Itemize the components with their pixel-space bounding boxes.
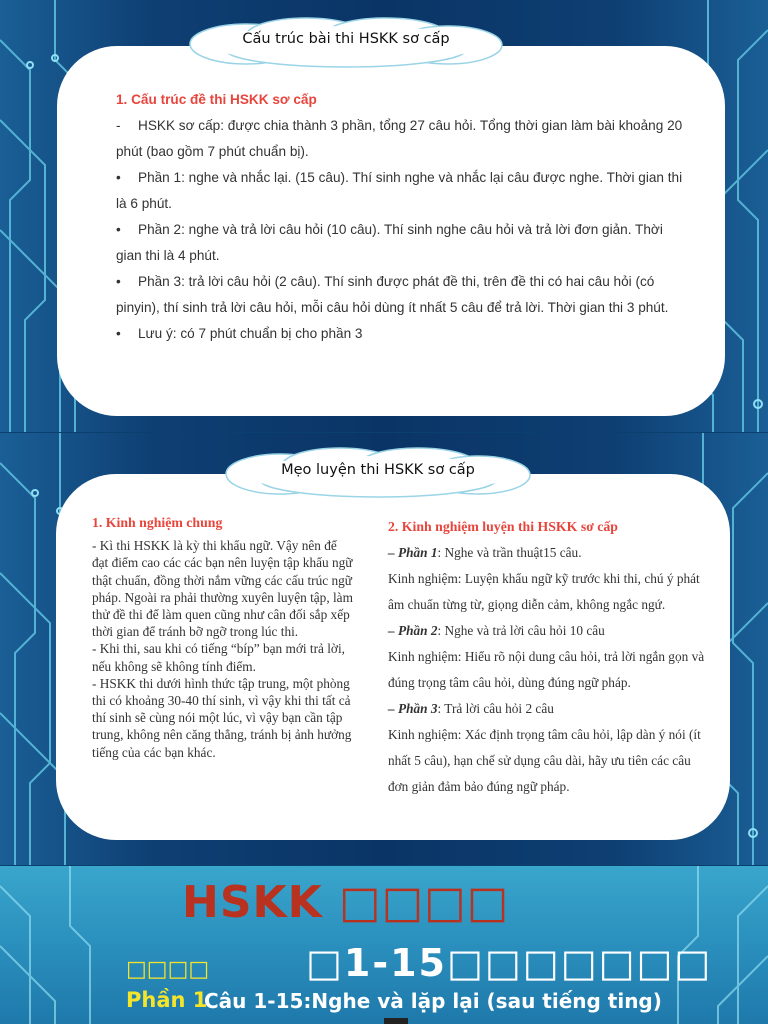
part1-label-cn: □□□□	[126, 957, 210, 982]
part-tip: Kinh nghiệm: Hiểu rõ nội dung câu hỏi, trả lời ngắn gọn và đúng trọng tâm câu hỏi, dùng đúng ngữ pháp.	[388, 649, 705, 690]
part-tip: Kinh nghiệm: Xác định trọng tâm câu hỏi, lập dàn ý nói (ít nhất 5 câu), hạn chế sử dụng câu dài, hãy ưu tiên các câu đơn giản đảm bảo đúng ngữ pháp.	[388, 727, 701, 794]
paragraph: - Khi thi, sau khi có tiếng “bíp” bạn mới trả lời, nếu không sẽ không tính điểm.	[92, 641, 345, 674]
part1-description: Câu 1-15:Nghe và lặp lại (sau tiếng ting)	[204, 989, 662, 1013]
list-item: • Phần 1: nghe và nhắc lại. (15 câu). Thí sinh nghe và nhắc lại câu được nghe. Thời gian thi là 6 phút.	[116, 170, 683, 211]
part-line: – Phần 1: Nghe và trần thuật15 câu.	[388, 545, 582, 560]
part-tips-heading: 2. Kinh nghiệm luyện thi HSKK sơ cấp	[388, 519, 618, 534]
part1-subtitle: □1-15□□□□□□□	[306, 941, 713, 985]
part-tip: Kinh nghiệm: Luyện khẩu ngữ kỹ trước khi thi, chú ý phát âm chuẩn từng từ, giọng diễn cảm, không ngắc ngứ.	[388, 571, 700, 612]
part-line: – Phần 3: Trả lời câu hỏi 2 câu	[388, 701, 554, 716]
list-item: • Phần 3: trả lời câu hỏi (2 câu). Thí sinh được phát đề thi, trên đề thi có hai câu hỏi (có pinyin), thí sinh trả lời câu hỏi, mỗi câu hỏi dùng ít nhất 5 câu để trả lời. Thời gian thi 3 phút.	[116, 274, 669, 315]
paragraph: - Kì thi HSKK là kỳ thi khẩu ngữ. Vậy nên để đạt điểm cao các các bạn nên luyện tập khẩu ngữ thật chuẩn, đồng thời nắm vững các cấu trúc ngữ pháp. Ngoài ra phải thường xuyên luyện tập, làm thử đề thi để làm quen cũng như cân đối sắp xếp thời gian để tránh bỡ ngỡ trong lúc thi.	[92, 538, 353, 640]
slide1-title: Cấu trúc bài thi HSKK sơ cấp	[242, 31, 450, 47]
part-line: – Phần 2: Nghe và trả lời câu hỏi 10 câu	[388, 623, 605, 638]
list-item: - HSKK sơ cấp: được chia thành 3 phần, tổng 27 câu hỏi. Tổng thời gian làm bài khoảng 20 phút (bao gồm 7 phút chuẩn bị).	[116, 118, 683, 159]
general-tips-heading: 1. Kinh nghiệm chung	[92, 515, 223, 530]
paragraph: - HSKK thi dưới hình thức tập trung, một phòng thi có khoảng 30-40 thí sinh, vì vậy khi thi tất cả thí sinh sẽ cùng nói một lúc, vì vậy bạn cần tập trung, không nên căng thẳng, tránh bị ảnh hưởng tiếng của các bạn khác.	[92, 675, 352, 760]
list-item: • Phần 2: nghe và trả lời câu hỏi (10 câu). Thí sinh nghe câu hỏi và trả lời đơn giản. Thời gian thi là 4 phút.	[116, 222, 663, 263]
part1-title: HSKK □□□□	[182, 877, 510, 928]
part1-label: Phần 1	[126, 988, 208, 1012]
slide-marker	[384, 1018, 408, 1024]
slide2-title: Mẹo luyện thi HSKK sơ cấp	[281, 462, 475, 478]
structure-heading: 1. Cấu trúc đề thi HSKK sơ cấp	[116, 92, 317, 107]
part-tips-column	[388, 514, 708, 800]
circuit-decoration-left	[0, 866, 110, 1024]
list-item: • Lưu ý: có 7 phút chuẩn bị cho phần 3	[116, 326, 363, 341]
structure-content	[116, 87, 688, 347]
general-tips-column	[92, 514, 354, 761]
